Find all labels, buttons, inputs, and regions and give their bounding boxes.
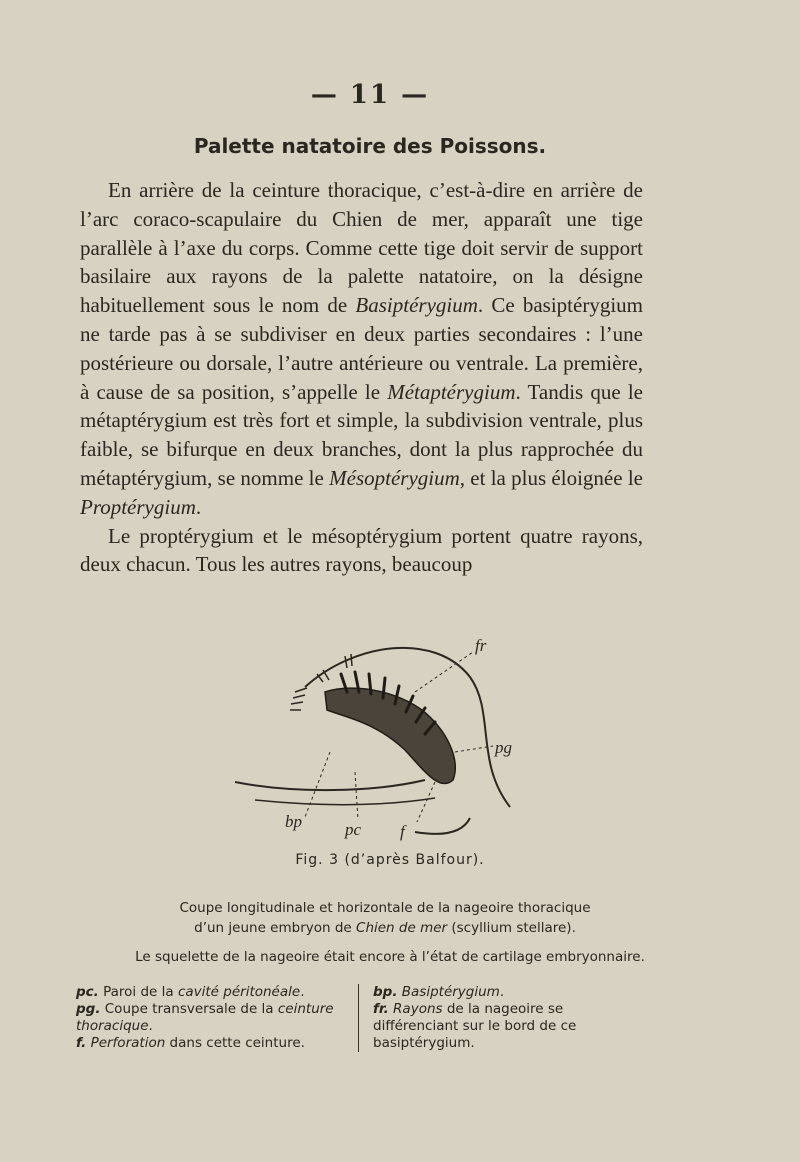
- p1-seg: . Tandis que le métaptérygium est très fort et simple, la subdivision ventrale, plus faible, se bifurque en deux branches, dont la plus rapprochée du métaptérygium, se nomme le: [80, 379, 643, 490]
- caption-line-2: [100, 918, 670, 938]
- legend-left-column: [76, 984, 358, 1052]
- page-number: — 11 —: [310, 80, 430, 110]
- p1-seg: .: [195, 494, 202, 519]
- figure-caption: [100, 898, 670, 938]
- caption-term: Chien de mer: [356, 920, 448, 936]
- legend-item: fr. Rayons de la nageoire se différenciant sur le bord de ce basiptérygium.: [373, 1001, 577, 1051]
- paragraph-1: [80, 176, 643, 522]
- term-metapterygium: Métaptérygium: [387, 379, 516, 404]
- legend-item: pg. Coupe transversale de la ceinture thoracique.: [76, 1001, 334, 1034]
- caption-seg: (scyllium stellare).: [447, 920, 576, 936]
- paragraph-2: Le proptérygium et le mésoptérygium portent quatre rayons, deux chacun. Tous les autres rayons, beaucoup: [80, 523, 643, 577]
- p1-seg: , et la plus éloignée le: [459, 465, 643, 490]
- term-propterygium: Proptérygium: [80, 494, 196, 519]
- figure-note: Le squelette de la nageoire était encore à l’état de cartilage embryonnaire.: [135, 949, 645, 965]
- label-pc: pc: [345, 820, 362, 839]
- p1-seg: . Ce basiptérygium ne tarde pas à se subdiviser en deux parties secondaires : l’une postérieure ou dorsale, l’autre antérieure ou ventrale. La première, à cause de sa position, s’appelle le: [80, 293, 643, 404]
- section-title: Palette natatoire des Poissons.: [193, 134, 547, 158]
- figure-title: Fig. 3 (d’après Balfour).: [295, 852, 485, 868]
- legend-item: f. Perforation dans cette ceinture.: [76, 1035, 305, 1051]
- legend-right-column: [358, 984, 641, 1052]
- fin-engraving: [235, 622, 535, 847]
- label-f: f: [400, 822, 405, 841]
- legend-item: bp. Basiptérygium.: [373, 984, 505, 1000]
- term-mesopterygium: Mésoptérygium: [329, 465, 460, 490]
- fin-section-figure: [235, 622, 535, 847]
- body-text: [80, 176, 643, 579]
- legend-item: pc. Paroi de la cavité péritonéale.: [76, 984, 305, 1000]
- term-basipterygium: Basiptérygium: [355, 293, 478, 318]
- label-bp: bp: [285, 812, 302, 831]
- caption-seg: d’un jeune embryon de: [194, 920, 357, 936]
- label-fr: fr: [475, 636, 487, 655]
- caption-line-1: Coupe longitudinale et horizontale de la nageoire thoracique: [179, 900, 591, 916]
- basipterygium-shape: [325, 688, 455, 783]
- p1-seg: En arrière de la ceinture thoracique, c’est-à-dire en arrière de l’arc coraco-scapulaire du Chien de mer, apparaît une tige parallèle à l’axe du corps. Comme cette tige doit servir de support basilaire aux rayons de la palette natatoire, on la désigne habituellement sous le nom de: [80, 178, 643, 318]
- peritoneal-wall: [235, 780, 425, 790]
- figure-legend: [76, 984, 656, 1052]
- label-pg: pg: [495, 738, 512, 757]
